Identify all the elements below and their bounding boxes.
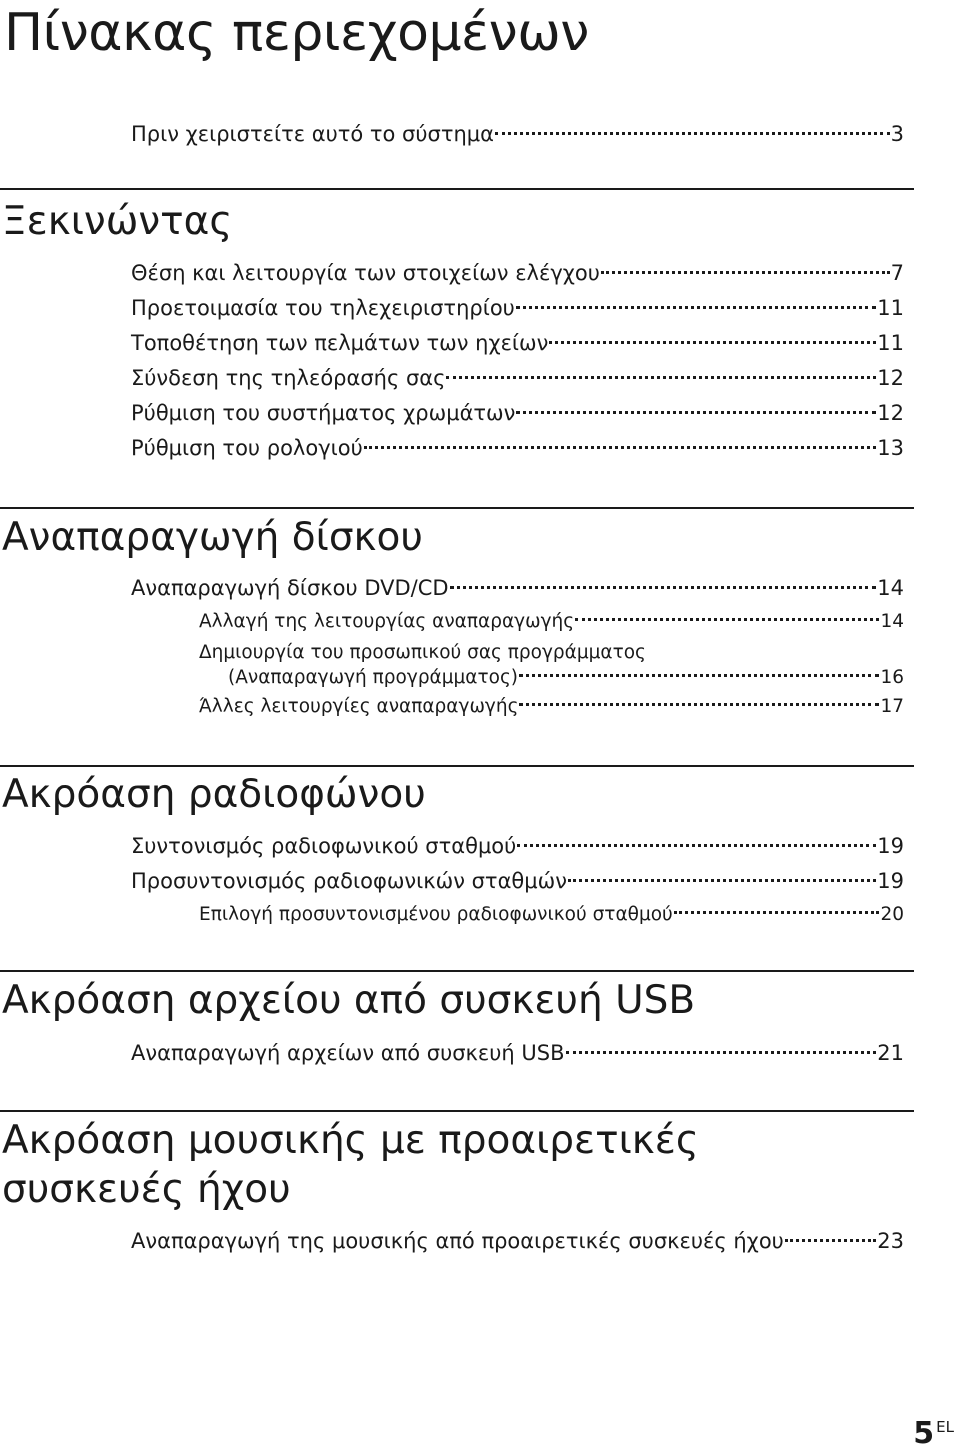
toc-entry-label: Θέση και λειτουργία των στοιχείων ελέγχου: [131, 261, 600, 285]
section-divider: [0, 1110, 914, 1112]
section-heading-optional-audio-line2: συσκευές ήχου: [2, 1167, 291, 1212]
toc-entry-page: 16: [880, 667, 904, 688]
toc-entry-page: 21: [877, 1041, 904, 1065]
toc-entry[interactable]: [131, 258, 904, 288]
toc-entry-label: Πριν χειριστείτε αυτό το σύστημα: [131, 122, 494, 146]
toc-entry-page: 20: [880, 904, 904, 925]
toc-entry-page: 14: [877, 576, 904, 600]
toc-entry-label: Επιλογή προσυντονισμένου ραδιοφωνικού σταθμού: [199, 904, 673, 925]
toc-entry-intro[interactable]: [131, 119, 904, 149]
toc-entry-page: 19: [877, 834, 904, 858]
toc-entry-label: Προσυντονισμός ραδιοφωνικών σταθμών: [131, 869, 567, 893]
toc-entry-label: Συντονισμός ραδιοφωνικού σταθμού: [131, 834, 517, 858]
toc-entry-page: 12: [877, 401, 904, 425]
section-heading-usb: Ακρόαση αρχείου από συσκευή USB: [2, 978, 696, 1023]
toc-subentry-label-line1: Δημιουργία του προσωπικού σας προγράμματος: [199, 642, 646, 663]
toc-entry-page: 7: [890, 261, 904, 285]
toc-entry-page: 14: [880, 611, 904, 632]
toc-entry-page: 17: [880, 696, 904, 717]
toc-leader-dots: [566, 1051, 877, 1054]
section-divider: [0, 188, 914, 190]
toc-leader-dots: [568, 879, 876, 882]
toc-leader-dots: [495, 132, 890, 135]
toc-entry-page: 12: [877, 366, 904, 390]
toc-entry-label: Ρύθμιση του ρολογιού: [131, 436, 363, 460]
toc-leader-dots: [575, 618, 879, 621]
toc-leader-dots: [549, 341, 876, 344]
toc-leader-dots: [446, 376, 876, 379]
toc-entry-label: Αναπαραγωγή δίσκου DVD/CD: [131, 576, 449, 600]
toc-entry-page: 11: [877, 331, 904, 355]
toc-entry[interactable]: [131, 433, 904, 463]
toc-entry-label: (Αναπαραγωγή προγράμματος): [228, 667, 519, 688]
section-divider: [0, 765, 914, 767]
toc-leader-dots: [450, 586, 877, 589]
section-heading-radio: Ακρόαση ραδιοφώνου: [2, 772, 426, 817]
toc-entry[interactable]: [131, 398, 904, 428]
toc-entry-label: Άλλες λειτουργίες αναπαραγωγής: [199, 696, 519, 717]
toc-entry[interactable]: [131, 1038, 904, 1068]
section-divider: [0, 507, 914, 509]
toc-entry[interactable]: [131, 866, 904, 896]
page-title: Πίνακας περιεχομένων: [4, 3, 589, 63]
toc-leader-dots: [519, 703, 879, 706]
section-divider: [0, 970, 914, 972]
toc-entry-page: 11: [877, 296, 904, 320]
toc-subentry[interactable]: [199, 900, 904, 930]
toc-entry-label: Τοποθέτηση των πελμάτων των ηχείων: [131, 331, 549, 355]
page-number-suffix: EL: [936, 1418, 954, 1436]
toc-entry-page: 3: [890, 122, 904, 146]
toc-entry[interactable]: [131, 293, 904, 323]
toc-entry[interactable]: [131, 573, 904, 603]
toc-entry-page: 23: [877, 1229, 904, 1253]
page-number: [913, 1416, 954, 1451]
toc-entry[interactable]: [131, 831, 904, 861]
toc-entry[interactable]: [131, 328, 904, 358]
section-heading-optional-audio-line1: Ακρόαση μουσικής με προαιρετικές: [2, 1118, 699, 1163]
toc-subentry[interactable]: [199, 607, 904, 637]
toc-subentry[interactable]: [228, 663, 904, 693]
toc-leader-dots: [785, 1239, 876, 1242]
toc-leader-dots: [674, 911, 880, 914]
toc-subentry[interactable]: [199, 692, 904, 722]
toc-entry-page: 19: [877, 869, 904, 893]
toc-entry[interactable]: [131, 1226, 904, 1256]
toc-leader-dots: [364, 446, 877, 449]
toc-leader-dots: [601, 271, 890, 274]
toc-leader-dots: [516, 411, 876, 414]
section-heading-disc-playback: Αναπαραγωγή δίσκου: [2, 515, 423, 560]
toc-entry-label: Αναπαραγωγή αρχείων από συσκευή USB: [131, 1041, 565, 1065]
toc-entry-label: Αναπαραγωγή της μουσικής από προαιρετικές συσκευές ήχου: [131, 1229, 784, 1253]
toc-leader-dots: [519, 674, 879, 677]
page-number-value: 5: [913, 1416, 935, 1451]
toc-leader-dots: [516, 306, 876, 309]
toc-entry-label: Σύνδεση της τηλεόρασής σας: [131, 366, 446, 390]
section-heading-getting-started: Ξεκινώντας: [2, 199, 233, 244]
toc-leader-dots: [517, 844, 876, 847]
toc-entry-label: Προετοιμασία του τηλεχειριστηρίου: [131, 296, 515, 320]
toc-entry[interactable]: [131, 363, 904, 393]
toc-entry-label: Αλλαγή της λειτουργίας αναπαραγωγής: [199, 611, 575, 632]
toc-entry-label: Ρύθμιση του συστήματος χρωμάτων: [131, 401, 516, 425]
toc-entry-page: 13: [877, 436, 904, 460]
